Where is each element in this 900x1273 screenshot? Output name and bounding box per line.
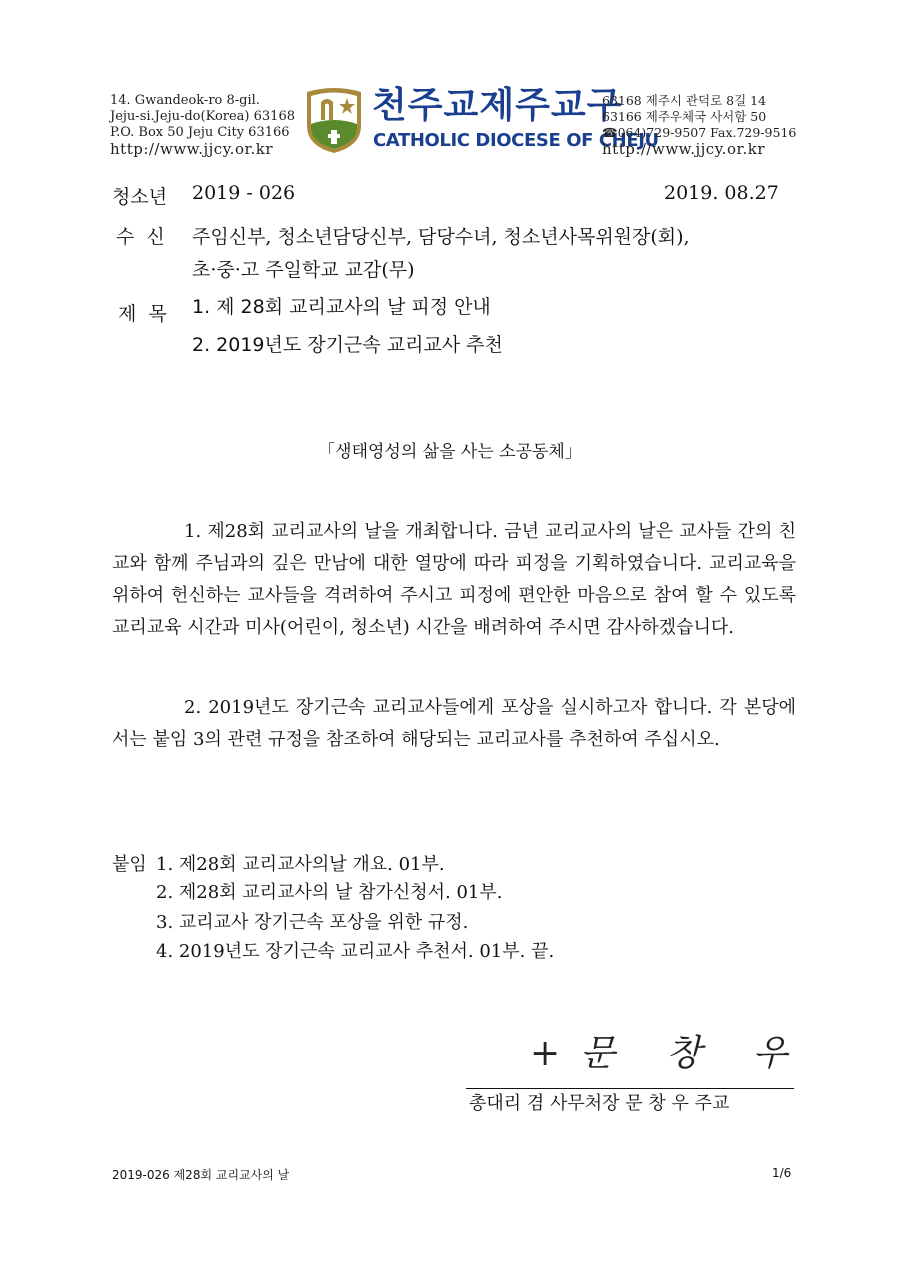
website-link[interactable]: http://www.jjcy.or.kr xyxy=(110,140,274,158)
attachment-item: 4. 2019년도 장기근속 교리교사 추천서. 01부. 끝. xyxy=(156,941,555,962)
body-paragraph-2 xyxy=(112,692,796,756)
diocese-name-korean: 천주교제주교구 xyxy=(372,85,623,126)
footer-document-id: 2019-026 제28회 교리교사의 날 xyxy=(112,1168,290,1182)
recipient-line: 초·중·고 주일학교 교감(무) xyxy=(192,259,415,281)
reference-number: 2019 - 026 xyxy=(192,182,296,204)
diocese-name-english: CATHOLIC DIOCESE OF CHEJU xyxy=(373,130,659,151)
address-line: 63168 제주시 관덕로 8길 14 xyxy=(602,93,767,108)
handwritten-signature: +문 창 우 xyxy=(530,1033,808,1074)
address-line: P.O. Box 50 Jeju City 63166 xyxy=(110,125,290,140)
body-paragraph-1 xyxy=(112,516,796,644)
attachment-item: 3. 교리교사 장기근속 포상을 위한 규정. xyxy=(156,912,469,933)
header-address-right xyxy=(602,93,796,157)
reference-label: 청소년 xyxy=(112,186,168,208)
header-address-left xyxy=(110,93,295,157)
subject-line: 1. 제 28회 교리교사의 날 피정 안내 xyxy=(192,296,491,318)
contact-line: ☎064)729-9507 Fax.729-9516 xyxy=(602,125,797,140)
subject-label: 제 목 xyxy=(118,303,167,325)
website-link[interactable]: http://www.jjcy.or.kr xyxy=(602,140,766,158)
page-number: 1/6 xyxy=(772,1166,792,1180)
paragraph-text: 2. 2019년도 장기근속 교리교사들에게 포상을 실시하고자 합니다. 각 본당에서는 붙임 3의 관련 규정을 참조하여 해당되는 교리교사를 추천하여 주십시오. xyxy=(112,697,796,750)
recipient-line: 주임신부, 청소년담당신부, 담당수녀, 청소년사목위원장(회), xyxy=(192,226,690,248)
address-line: 63166 제주우체국 사서함 50 xyxy=(602,109,767,124)
attachments-label: 붙임 xyxy=(112,854,147,875)
document-date: 2019. 08.27 xyxy=(664,182,779,204)
subject-line: 2. 2019년도 장기근속 교리교사 추천 xyxy=(192,334,503,356)
attachment-item: 1. 제28회 교리교사의날 개요. 01부. xyxy=(156,854,445,875)
recipient-label: 수 신 xyxy=(116,226,165,248)
signer-title: 총대리 겸 사무처장 문 창 우 주교 xyxy=(469,1093,730,1114)
diocese-logo-icon xyxy=(303,86,365,154)
address-line: Jeju-si.Jeju-do(Korea) 63168 xyxy=(110,109,295,124)
paragraph-text: 1. 제28회 교리교사의 날을 개최합니다. 금년 교리교사의 날은 교사들 간의 친교와 함께 주님과의 깊은 만남에 대한 열망에 따라 피정을 기획하였습니다. 교리교육을 위하여 헌신하는 교사들을 격려하여 주시고 피정에 편안한 마음으로 참여 할 수 있도록 교리교육 시간과 미사(어린이, 청소년) 시간을 배려하여 주시면 감사하겠습니다. xyxy=(112,521,796,638)
address-line: 14. Gwandeok-ro 8-gil. xyxy=(110,93,260,108)
motto: 「생태영성의 삶을 사는 소공동체」 xyxy=(318,442,582,462)
attachment-item: 2. 제28회 교리교사의 날 참가신청서. 01부. xyxy=(156,882,503,903)
